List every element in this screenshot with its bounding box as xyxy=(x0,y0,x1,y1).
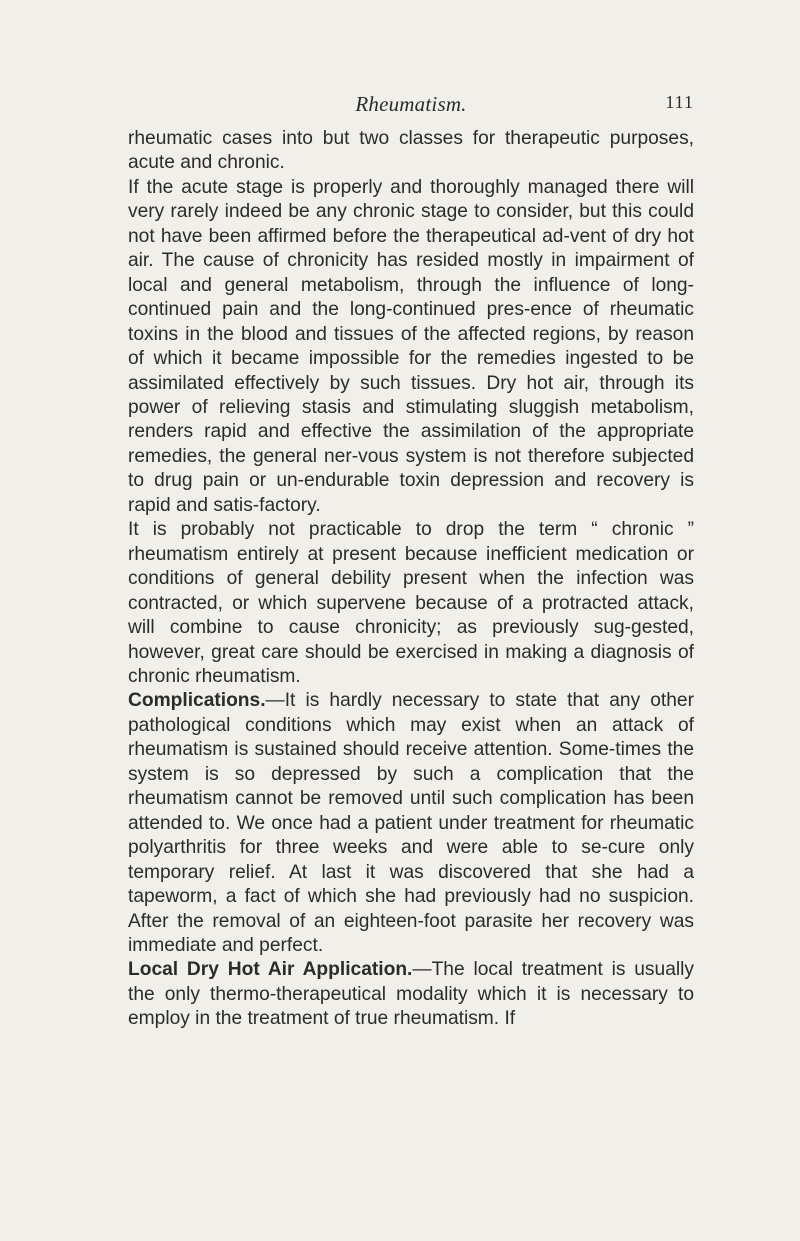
paragraph xyxy=(128,689,694,958)
paragraph-text: If the acute stage is properly and thoroughly managed there will very rarely indeed be any chronic stage to consider, but this could not have been affirmed before the therapeutical ad-vent of dry hot air. The cause of chronicity has resided mostly in impairment of local and general metabolism, through the influence of long-continued pain and the long-continued pres-ence of rheumatic toxins in the blood and tissues of the affected regions, by reason of which it became impossible for the remedies ingested to be assimilated effectively by such tissues. Dry hot air, through its power of relieving stasis and stimulating sluggish metabolism, renders rapid and effective the assimilation of the appropriate remedies, the general ner-vous system is not therefore subjected to drug pain or un-endurable toxin depression and recovery is rapid and satis-factory. xyxy=(128,176,694,516)
paragraph-text: —It is hardly necessary to state that any other pathological conditions which may exist when an attack of rheumatism is sustained should receive attention. Some-times the system is so depressed by such a complication that the rheumatism cannot be removed until such complication has been attended to. We once had a patient under treatment for rheumatic polyarthritis for three weeks and were able to se-cure only temporary relief. At last it was discovered that she had a tapeworm, a fact of which she had previously had no suspicion. After the removal of an eighteen-foot parasite her recovery was immediate and perfect. xyxy=(128,690,694,956)
paragraph xyxy=(128,127,694,176)
paragraph-text: It is probably not practicable to drop the term “ chronic ” rheumatism entirely at present because inefficient medication or conditions of general debility present when the infection was contracted, or which supervene because of a protracted attack, will combine to cause chronicity; as previously sug-gested, however, great care should be exercised in making a diagnosis of chronic rheumatism. xyxy=(128,519,694,687)
paragraph xyxy=(128,176,694,518)
paragraph-text: rheumatic cases into but two classes for therapeutic purposes, acute and chronic. xyxy=(128,128,694,174)
body-text xyxy=(128,127,694,1032)
run-in-heading: Complications. xyxy=(128,690,266,712)
run-in-heading: Local Dry Hot Air Application. xyxy=(128,959,413,981)
running-head xyxy=(128,92,694,118)
paragraph-text: —The local treatment is usually the only thermo-therapeutical modality which it is necessary to employ in the treatment of true rheumatism. If xyxy=(128,959,694,1030)
running-title: Rheumatism. xyxy=(355,92,467,116)
paragraph xyxy=(128,958,694,1031)
page-number: 111 xyxy=(665,92,694,112)
paragraph xyxy=(128,518,694,689)
